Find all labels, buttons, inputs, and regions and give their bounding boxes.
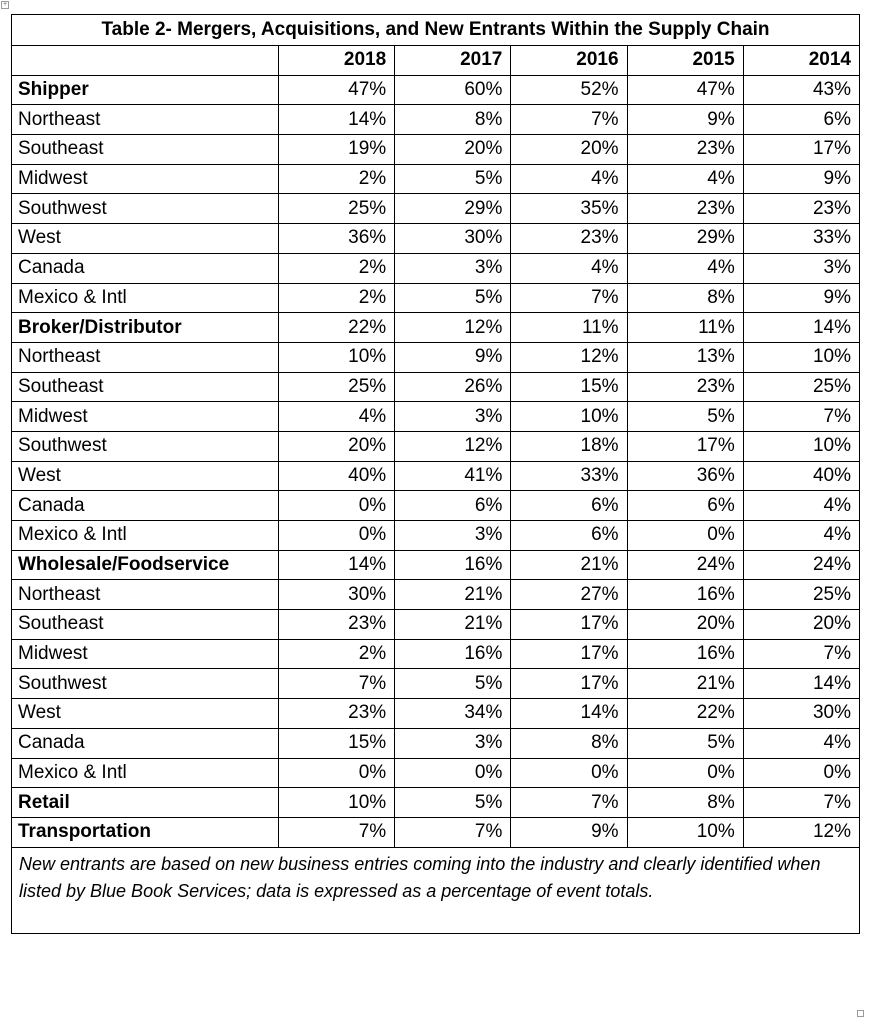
- value-cell: 12%: [395, 431, 511, 461]
- value-cell: 9%: [743, 283, 859, 313]
- row-label: Mexico & Intl: [12, 283, 279, 313]
- value-cell: 40%: [279, 461, 395, 491]
- value-cell: 5%: [395, 669, 511, 699]
- row-label: Mexico & Intl: [12, 758, 279, 788]
- region-row: [12, 431, 860, 461]
- row-label: Midwest: [12, 164, 279, 194]
- value-cell: 6%: [511, 521, 627, 551]
- row-label: Canada: [12, 728, 279, 758]
- value-cell: 4%: [627, 164, 743, 194]
- row-label: Transportation: [12, 817, 279, 847]
- year-header: 2018: [279, 46, 395, 76]
- region-row: [12, 669, 860, 699]
- region-row: [12, 610, 860, 640]
- value-cell: 3%: [395, 521, 511, 551]
- value-cell: 9%: [395, 342, 511, 372]
- value-cell: 0%: [627, 758, 743, 788]
- value-cell: 23%: [511, 224, 627, 254]
- value-cell: 60%: [395, 75, 511, 105]
- value-cell: 10%: [743, 431, 859, 461]
- year-header: 2014: [743, 46, 859, 76]
- row-label: Southeast: [12, 135, 279, 165]
- category-row: [12, 817, 860, 847]
- value-cell: 5%: [627, 728, 743, 758]
- value-cell: 12%: [511, 342, 627, 372]
- data-table: [11, 14, 860, 934]
- year-header: 2016: [511, 46, 627, 76]
- value-cell: 4%: [743, 491, 859, 521]
- row-label: Midwest: [12, 402, 279, 432]
- title-row: [12, 15, 860, 46]
- region-row: [12, 639, 860, 669]
- value-cell: 20%: [627, 610, 743, 640]
- value-cell: 7%: [511, 788, 627, 818]
- value-cell: 5%: [395, 283, 511, 313]
- row-label: West: [12, 699, 279, 729]
- value-cell: 4%: [743, 728, 859, 758]
- value-cell: 52%: [511, 75, 627, 105]
- table-body: [12, 75, 860, 847]
- category-row: [12, 313, 860, 343]
- value-cell: 10%: [627, 817, 743, 847]
- value-cell: 40%: [743, 461, 859, 491]
- value-cell: 12%: [395, 313, 511, 343]
- value-cell: 7%: [395, 817, 511, 847]
- region-row: [12, 164, 860, 194]
- value-cell: 3%: [743, 253, 859, 283]
- category-row: [12, 788, 860, 818]
- value-cell: 23%: [279, 610, 395, 640]
- row-label: Canada: [12, 253, 279, 283]
- table-move-handle-icon[interactable]: +: [2, 1, 8, 8]
- value-cell: 16%: [627, 639, 743, 669]
- value-cell: 8%: [395, 105, 511, 135]
- value-cell: 7%: [279, 817, 395, 847]
- region-row: [12, 372, 860, 402]
- value-cell: 6%: [511, 491, 627, 521]
- value-cell: 23%: [743, 194, 859, 224]
- value-cell: 6%: [627, 491, 743, 521]
- value-cell: 25%: [279, 194, 395, 224]
- region-row: [12, 728, 860, 758]
- value-cell: 20%: [743, 610, 859, 640]
- value-cell: 7%: [279, 669, 395, 699]
- value-cell: 22%: [627, 699, 743, 729]
- value-cell: 4%: [279, 402, 395, 432]
- value-cell: 27%: [511, 580, 627, 610]
- table-resize-handle-icon[interactable]: [857, 1010, 864, 1017]
- value-cell: 4%: [743, 521, 859, 551]
- value-cell: 6%: [743, 105, 859, 135]
- value-cell: 20%: [511, 135, 627, 165]
- value-cell: 21%: [395, 610, 511, 640]
- value-cell: 10%: [279, 342, 395, 372]
- region-row: [12, 461, 860, 491]
- note-row: [12, 847, 860, 933]
- value-cell: 0%: [743, 758, 859, 788]
- region-row: [12, 283, 860, 313]
- region-row: [12, 253, 860, 283]
- value-cell: 23%: [279, 699, 395, 729]
- region-row: [12, 194, 860, 224]
- header-empty-cell: [12, 46, 279, 76]
- value-cell: 30%: [395, 224, 511, 254]
- region-row: [12, 105, 860, 135]
- value-cell: 14%: [743, 313, 859, 343]
- value-cell: 9%: [511, 817, 627, 847]
- value-cell: 0%: [279, 758, 395, 788]
- region-row: [12, 758, 860, 788]
- value-cell: 5%: [627, 402, 743, 432]
- value-cell: 18%: [511, 431, 627, 461]
- value-cell: 3%: [395, 253, 511, 283]
- value-cell: 21%: [395, 580, 511, 610]
- value-cell: 0%: [279, 521, 395, 551]
- value-cell: 4%: [511, 253, 627, 283]
- value-cell: 15%: [511, 372, 627, 402]
- value-cell: 19%: [279, 135, 395, 165]
- value-cell: 35%: [511, 194, 627, 224]
- row-label: West: [12, 224, 279, 254]
- value-cell: 24%: [743, 550, 859, 580]
- value-cell: 4%: [511, 164, 627, 194]
- value-cell: 30%: [743, 699, 859, 729]
- value-cell: 11%: [627, 313, 743, 343]
- value-cell: 36%: [279, 224, 395, 254]
- value-cell: 36%: [627, 461, 743, 491]
- row-label: Southwest: [12, 431, 279, 461]
- value-cell: 6%: [395, 491, 511, 521]
- value-cell: 2%: [279, 164, 395, 194]
- row-label: Shipper: [12, 75, 279, 105]
- region-row: [12, 342, 860, 372]
- value-cell: 7%: [511, 283, 627, 313]
- value-cell: 30%: [279, 580, 395, 610]
- row-label: Northeast: [12, 342, 279, 372]
- value-cell: 29%: [395, 194, 511, 224]
- value-cell: 2%: [279, 253, 395, 283]
- category-row: [12, 550, 860, 580]
- value-cell: 14%: [511, 699, 627, 729]
- row-label: Wholesale/Foodservice: [12, 550, 279, 580]
- value-cell: 14%: [279, 105, 395, 135]
- row-label: Midwest: [12, 639, 279, 669]
- value-cell: 8%: [627, 283, 743, 313]
- value-cell: 10%: [743, 342, 859, 372]
- value-cell: 8%: [511, 728, 627, 758]
- value-cell: 2%: [279, 283, 395, 313]
- value-cell: 25%: [743, 580, 859, 610]
- value-cell: 21%: [511, 550, 627, 580]
- value-cell: 29%: [627, 224, 743, 254]
- table-title: Table 2- Mergers, Acquisitions, and New Entrants Within the Supply Chain: [12, 15, 860, 46]
- row-label: Mexico & Intl: [12, 521, 279, 551]
- value-cell: 34%: [395, 699, 511, 729]
- value-cell: 10%: [279, 788, 395, 818]
- value-cell: 14%: [279, 550, 395, 580]
- value-cell: 7%: [743, 788, 859, 818]
- value-cell: 16%: [395, 639, 511, 669]
- value-cell: 12%: [743, 817, 859, 847]
- row-label: Broker/Distributor: [12, 313, 279, 343]
- value-cell: 17%: [743, 135, 859, 165]
- value-cell: 17%: [511, 669, 627, 699]
- value-cell: 33%: [743, 224, 859, 254]
- region-row: [12, 491, 860, 521]
- value-cell: 23%: [627, 372, 743, 402]
- year-header: 2015: [627, 46, 743, 76]
- value-cell: 3%: [395, 728, 511, 758]
- region-row: [12, 402, 860, 432]
- value-cell: 25%: [279, 372, 395, 402]
- row-label: Retail: [12, 788, 279, 818]
- value-cell: 22%: [279, 313, 395, 343]
- value-cell: 2%: [279, 639, 395, 669]
- value-cell: 41%: [395, 461, 511, 491]
- value-cell: 9%: [627, 105, 743, 135]
- value-cell: 4%: [627, 253, 743, 283]
- value-cell: 16%: [395, 550, 511, 580]
- row-label: Southwest: [12, 669, 279, 699]
- value-cell: 21%: [627, 669, 743, 699]
- value-cell: 26%: [395, 372, 511, 402]
- value-cell: 13%: [627, 342, 743, 372]
- value-cell: 17%: [511, 639, 627, 669]
- value-cell: 17%: [627, 431, 743, 461]
- value-cell: 3%: [395, 402, 511, 432]
- value-cell: 24%: [627, 550, 743, 580]
- region-row: [12, 521, 860, 551]
- value-cell: 0%: [395, 758, 511, 788]
- year-header-row: [12, 46, 860, 76]
- region-row: [12, 699, 860, 729]
- value-cell: 7%: [743, 402, 859, 432]
- value-cell: 14%: [743, 669, 859, 699]
- value-cell: 11%: [511, 313, 627, 343]
- row-label: Northeast: [12, 105, 279, 135]
- row-label: West: [12, 461, 279, 491]
- value-cell: 33%: [511, 461, 627, 491]
- region-row: [12, 224, 860, 254]
- row-label: Northeast: [12, 580, 279, 610]
- value-cell: 7%: [743, 639, 859, 669]
- row-label: Southwest: [12, 194, 279, 224]
- value-cell: 8%: [627, 788, 743, 818]
- year-header: 2017: [395, 46, 511, 76]
- value-cell: 0%: [511, 758, 627, 788]
- value-cell: 0%: [279, 491, 395, 521]
- value-cell: 5%: [395, 788, 511, 818]
- region-row: [12, 580, 860, 610]
- value-cell: 20%: [395, 135, 511, 165]
- value-cell: 23%: [627, 194, 743, 224]
- category-row: [12, 75, 860, 105]
- region-row: [12, 135, 860, 165]
- value-cell: 7%: [511, 105, 627, 135]
- value-cell: 5%: [395, 164, 511, 194]
- row-label: Southeast: [12, 610, 279, 640]
- value-cell: 10%: [511, 402, 627, 432]
- value-cell: 9%: [743, 164, 859, 194]
- value-cell: 43%: [743, 75, 859, 105]
- value-cell: 20%: [279, 431, 395, 461]
- value-cell: 47%: [279, 75, 395, 105]
- row-label: Southeast: [12, 372, 279, 402]
- value-cell: 16%: [627, 580, 743, 610]
- value-cell: 17%: [511, 610, 627, 640]
- value-cell: 15%: [279, 728, 395, 758]
- value-cell: 25%: [743, 372, 859, 402]
- row-label: Canada: [12, 491, 279, 521]
- value-cell: 0%: [627, 521, 743, 551]
- value-cell: 23%: [627, 135, 743, 165]
- table-footnote: New entrants are based on new business entries coming into the industry and clearly identified when listed by Blue Book Services; data is expressed as a percentage of event totals.: [12, 847, 860, 933]
- value-cell: 47%: [627, 75, 743, 105]
